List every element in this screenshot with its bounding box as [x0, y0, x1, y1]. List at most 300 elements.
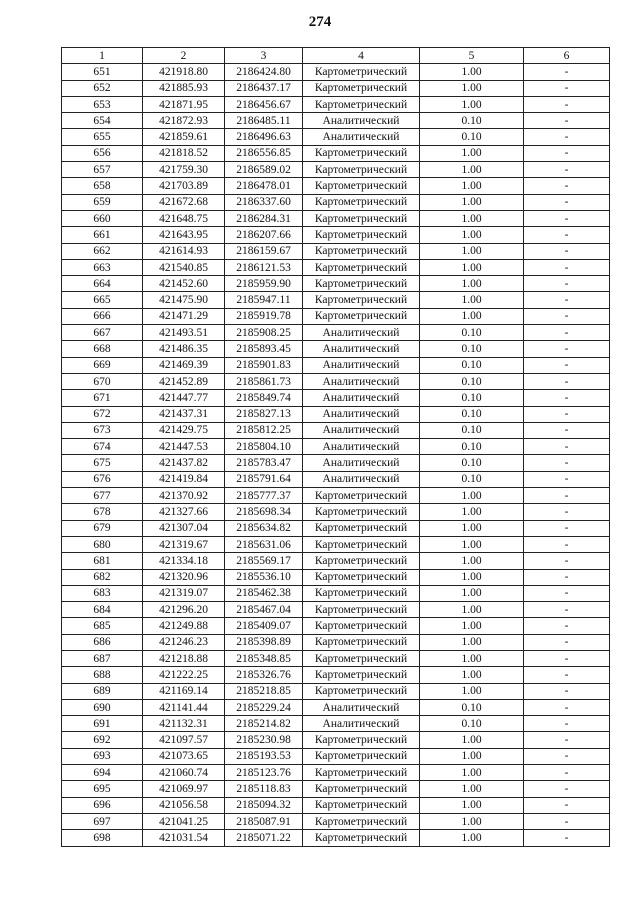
y-coordinate-cell: 2185462.38	[225, 585, 303, 601]
x-coordinate-cell: 421132.31	[143, 716, 225, 732]
table-row	[62, 292, 610, 308]
y-coordinate-cell: 2185536.10	[225, 569, 303, 585]
method-cell: Аналитический	[303, 455, 420, 471]
y-coordinate-cell: 2186589.02	[225, 162, 303, 178]
y-coordinate-cell: 2185409.07	[225, 618, 303, 634]
method-cell: Аналитический	[303, 716, 420, 732]
accuracy-cell: 1.00	[420, 210, 524, 226]
y-coordinate-cell: 2185071.22	[225, 830, 303, 846]
table-row	[62, 129, 610, 145]
point-number-cell: 687	[62, 650, 143, 666]
point-number-cell: 655	[62, 129, 143, 145]
y-coordinate-cell: 2185959.90	[225, 276, 303, 292]
table-row	[62, 325, 610, 341]
y-coordinate-cell: 2185348.85	[225, 650, 303, 666]
point-number-cell: 694	[62, 765, 143, 781]
x-coordinate-cell: 421060.74	[143, 765, 225, 781]
point-number-cell: 666	[62, 308, 143, 324]
note-cell: -	[524, 455, 610, 471]
point-number-cell: 661	[62, 227, 143, 243]
note-cell: -	[524, 602, 610, 618]
accuracy-cell: 1.00	[420, 308, 524, 324]
note-cell: -	[524, 292, 610, 308]
note-cell: -	[524, 129, 610, 145]
point-number-cell: 669	[62, 357, 143, 373]
x-coordinate-cell: 421872.93	[143, 113, 225, 129]
note-cell: -	[524, 325, 610, 341]
point-number-cell: 693	[62, 748, 143, 764]
accuracy-cell: 0.10	[420, 439, 524, 455]
accuracy-cell: 0.10	[420, 373, 524, 389]
point-number-cell: 684	[62, 602, 143, 618]
note-cell: -	[524, 439, 610, 455]
x-coordinate-cell: 421703.89	[143, 178, 225, 194]
accuracy-cell: 1.00	[420, 520, 524, 536]
note-cell: -	[524, 585, 610, 601]
table-body	[62, 64, 610, 846]
point-number-cell: 668	[62, 341, 143, 357]
point-number-cell: 696	[62, 797, 143, 813]
y-coordinate-cell: 2185631.06	[225, 536, 303, 552]
method-cell: Аналитический	[303, 406, 420, 422]
y-coordinate-cell: 2185569.17	[225, 553, 303, 569]
table-row	[62, 781, 610, 797]
y-coordinate-cell: 2185087.91	[225, 813, 303, 829]
accuracy-cell: 1.00	[420, 488, 524, 504]
accuracy-cell: 1.00	[420, 634, 524, 650]
method-cell: Картометрический	[303, 520, 420, 536]
column-header: 1	[62, 48, 143, 64]
point-number-cell: 680	[62, 536, 143, 552]
method-cell: Картометрический	[303, 178, 420, 194]
y-coordinate-cell: 2185094.32	[225, 797, 303, 813]
column-header: 5	[420, 48, 524, 64]
y-coordinate-cell: 2186284.31	[225, 210, 303, 226]
y-coordinate-cell: 2185398.89	[225, 634, 303, 650]
method-cell: Аналитический	[303, 390, 420, 406]
point-number-cell: 656	[62, 145, 143, 161]
x-coordinate-cell: 421419.84	[143, 471, 225, 487]
accuracy-cell: 1.00	[420, 813, 524, 829]
note-cell: -	[524, 308, 610, 324]
note-cell: -	[524, 488, 610, 504]
accuracy-cell: 1.00	[420, 748, 524, 764]
y-coordinate-cell: 2185634.82	[225, 520, 303, 536]
method-cell: Картометрический	[303, 748, 420, 764]
x-coordinate-cell: 421452.89	[143, 373, 225, 389]
note-cell: -	[524, 569, 610, 585]
note-cell: -	[524, 716, 610, 732]
note-cell: -	[524, 618, 610, 634]
y-coordinate-cell: 2185214.82	[225, 716, 303, 732]
x-coordinate-cell: 421041.25	[143, 813, 225, 829]
method-cell: Аналитический	[303, 699, 420, 715]
method-cell: Аналитический	[303, 325, 420, 341]
accuracy-cell: 1.00	[420, 650, 524, 666]
x-coordinate-cell: 421097.57	[143, 732, 225, 748]
method-cell: Аналитический	[303, 341, 420, 357]
table-row	[62, 341, 610, 357]
method-cell: Картометрический	[303, 813, 420, 829]
x-coordinate-cell: 421069.97	[143, 781, 225, 797]
table-row	[62, 520, 610, 536]
y-coordinate-cell: 2185908.25	[225, 325, 303, 341]
x-coordinate-cell: 421319.07	[143, 585, 225, 601]
accuracy-cell: 0.10	[420, 699, 524, 715]
table-row	[62, 308, 610, 324]
point-number-cell: 698	[62, 830, 143, 846]
note-cell: -	[524, 520, 610, 536]
point-number-cell: 671	[62, 390, 143, 406]
point-number-cell: 665	[62, 292, 143, 308]
point-number-cell: 678	[62, 504, 143, 520]
note-cell: -	[524, 357, 610, 373]
y-coordinate-cell: 2185218.85	[225, 683, 303, 699]
x-coordinate-cell: 421334.18	[143, 553, 225, 569]
column-header: 6	[524, 48, 610, 64]
method-cell: Картометрический	[303, 569, 420, 585]
note-cell: -	[524, 178, 610, 194]
point-number-cell: 692	[62, 732, 143, 748]
note-cell: -	[524, 634, 610, 650]
note-cell: -	[524, 765, 610, 781]
accuracy-cell: 1.00	[420, 683, 524, 699]
table-row	[62, 488, 610, 504]
method-cell: Картометрический	[303, 243, 420, 259]
table-row	[62, 536, 610, 552]
x-coordinate-cell: 421672.68	[143, 194, 225, 210]
y-coordinate-cell: 2186496.63	[225, 129, 303, 145]
coordinates-table	[61, 47, 610, 847]
table-row	[62, 504, 610, 520]
point-number-cell: 682	[62, 569, 143, 585]
note-cell: -	[524, 113, 610, 129]
x-coordinate-cell: 421056.58	[143, 797, 225, 813]
x-coordinate-cell: 421249.88	[143, 618, 225, 634]
point-number-cell: 691	[62, 716, 143, 732]
accuracy-cell: 1.00	[420, 243, 524, 259]
x-coordinate-cell: 421759.30	[143, 162, 225, 178]
y-coordinate-cell: 2185193.53	[225, 748, 303, 764]
method-cell: Картометрический	[303, 585, 420, 601]
y-coordinate-cell: 2186456.67	[225, 96, 303, 112]
point-number-cell: 672	[62, 406, 143, 422]
accuracy-cell: 0.10	[420, 357, 524, 373]
table-row	[62, 259, 610, 275]
x-coordinate-cell: 421871.95	[143, 96, 225, 112]
point-number-cell: 677	[62, 488, 143, 504]
accuracy-cell: 1.00	[420, 569, 524, 585]
point-number-cell: 676	[62, 471, 143, 487]
accuracy-cell: 1.00	[420, 602, 524, 618]
note-cell: -	[524, 471, 610, 487]
note-cell: -	[524, 194, 610, 210]
y-coordinate-cell: 2186207.66	[225, 227, 303, 243]
y-coordinate-cell: 2186337.60	[225, 194, 303, 210]
method-cell: Аналитический	[303, 422, 420, 438]
method-cell: Аналитический	[303, 439, 420, 455]
point-number-cell: 653	[62, 96, 143, 112]
y-coordinate-cell: 2185777.37	[225, 488, 303, 504]
x-coordinate-cell: 421429.75	[143, 422, 225, 438]
accuracy-cell: 1.00	[420, 504, 524, 520]
y-coordinate-cell: 2186478.01	[225, 178, 303, 194]
table-row	[62, 210, 610, 226]
y-coordinate-cell: 2185118.83	[225, 781, 303, 797]
table-row	[62, 162, 610, 178]
point-number-cell: 679	[62, 520, 143, 536]
note-cell: -	[524, 373, 610, 389]
note-cell: -	[524, 422, 610, 438]
accuracy-cell: 0.10	[420, 325, 524, 341]
method-cell: Картометрический	[303, 830, 420, 846]
note-cell: -	[524, 667, 610, 683]
y-coordinate-cell: 2185804.10	[225, 439, 303, 455]
table-row	[62, 667, 610, 683]
column-header: 3	[225, 48, 303, 64]
x-coordinate-cell: 421885.93	[143, 80, 225, 96]
accuracy-cell: 1.00	[420, 96, 524, 112]
table-row	[62, 80, 610, 96]
note-cell: -	[524, 683, 610, 699]
note-cell: -	[524, 227, 610, 243]
method-cell: Картометрический	[303, 553, 420, 569]
accuracy-cell: 1.00	[420, 145, 524, 161]
y-coordinate-cell: 2186159.67	[225, 243, 303, 259]
method-cell: Аналитический	[303, 471, 420, 487]
note-cell: -	[524, 243, 610, 259]
x-coordinate-cell: 421614.93	[143, 243, 225, 259]
x-coordinate-cell: 421222.25	[143, 667, 225, 683]
point-number-cell: 670	[62, 373, 143, 389]
accuracy-cell: 1.00	[420, 259, 524, 275]
note-cell: -	[524, 145, 610, 161]
accuracy-cell: 1.00	[420, 765, 524, 781]
accuracy-cell: 0.10	[420, 406, 524, 422]
note-cell: -	[524, 650, 610, 666]
note-cell: -	[524, 504, 610, 520]
column-header: 2	[143, 48, 225, 64]
accuracy-cell: 1.00	[420, 797, 524, 813]
accuracy-cell: 0.10	[420, 341, 524, 357]
x-coordinate-cell: 421452.60	[143, 276, 225, 292]
accuracy-cell: 0.10	[420, 113, 524, 129]
y-coordinate-cell: 2186121.53	[225, 259, 303, 275]
x-coordinate-cell: 421643.95	[143, 227, 225, 243]
note-cell: -	[524, 781, 610, 797]
point-number-cell: 659	[62, 194, 143, 210]
table-row	[62, 194, 610, 210]
accuracy-cell: 1.00	[420, 292, 524, 308]
point-number-cell: 654	[62, 113, 143, 129]
table-row	[62, 813, 610, 829]
method-cell: Картометрический	[303, 618, 420, 634]
method-cell: Картометрический	[303, 781, 420, 797]
y-coordinate-cell: 2185783.47	[225, 455, 303, 471]
method-cell: Аналитический	[303, 113, 420, 129]
method-cell: Аналитический	[303, 357, 420, 373]
table-row	[62, 227, 610, 243]
table-row	[62, 406, 610, 422]
x-coordinate-cell: 421447.77	[143, 390, 225, 406]
accuracy-cell: 0.10	[420, 471, 524, 487]
x-coordinate-cell: 421307.04	[143, 520, 225, 536]
method-cell: Аналитический	[303, 129, 420, 145]
note-cell: -	[524, 732, 610, 748]
x-coordinate-cell: 421073.65	[143, 748, 225, 764]
x-coordinate-cell: 421319.67	[143, 536, 225, 552]
y-coordinate-cell: 2185230.98	[225, 732, 303, 748]
method-cell: Картометрический	[303, 488, 420, 504]
table-row	[62, 471, 610, 487]
note-cell: -	[524, 553, 610, 569]
table-row	[62, 797, 610, 813]
accuracy-cell: 0.10	[420, 455, 524, 471]
x-coordinate-cell: 421471.29	[143, 308, 225, 324]
table-row	[62, 569, 610, 585]
table-row	[62, 683, 610, 699]
method-cell: Картометрический	[303, 602, 420, 618]
x-coordinate-cell: 421437.31	[143, 406, 225, 422]
y-coordinate-cell: 2185326.76	[225, 667, 303, 683]
method-cell: Картометрический	[303, 765, 420, 781]
table-row	[62, 276, 610, 292]
x-coordinate-cell: 421218.88	[143, 650, 225, 666]
table-row	[62, 553, 610, 569]
y-coordinate-cell: 2185827.13	[225, 406, 303, 422]
method-cell: Картометрический	[303, 162, 420, 178]
accuracy-cell: 1.00	[420, 80, 524, 96]
point-number-cell: 675	[62, 455, 143, 471]
accuracy-cell: 0.10	[420, 390, 524, 406]
point-number-cell: 681	[62, 553, 143, 569]
point-number-cell: 658	[62, 178, 143, 194]
x-coordinate-cell: 421818.52	[143, 145, 225, 161]
note-cell: -	[524, 813, 610, 829]
point-number-cell: 664	[62, 276, 143, 292]
note-cell: -	[524, 699, 610, 715]
accuracy-cell: 1.00	[420, 585, 524, 601]
table-row	[62, 602, 610, 618]
table-row	[62, 373, 610, 389]
y-coordinate-cell: 2186556.85	[225, 145, 303, 161]
table-row	[62, 618, 610, 634]
note-cell: -	[524, 276, 610, 292]
accuracy-cell: 1.00	[420, 178, 524, 194]
accuracy-cell: 1.00	[420, 781, 524, 797]
note-cell: -	[524, 536, 610, 552]
table-row	[62, 732, 610, 748]
y-coordinate-cell: 2185698.34	[225, 504, 303, 520]
y-coordinate-cell: 2185791.64	[225, 471, 303, 487]
method-cell: Картометрический	[303, 227, 420, 243]
x-coordinate-cell: 421447.53	[143, 439, 225, 455]
method-cell: Картометрический	[303, 683, 420, 699]
method-cell: Картометрический	[303, 667, 420, 683]
y-coordinate-cell: 2185919.78	[225, 308, 303, 324]
accuracy-cell: 1.00	[420, 732, 524, 748]
table-row	[62, 748, 610, 764]
accuracy-cell: 1.00	[420, 830, 524, 846]
table-row	[62, 64, 610, 80]
accuracy-cell: 0.10	[420, 716, 524, 732]
table-row	[62, 650, 610, 666]
method-cell: Картометрический	[303, 732, 420, 748]
y-coordinate-cell: 2185861.73	[225, 373, 303, 389]
x-coordinate-cell: 421327.66	[143, 504, 225, 520]
table-row	[62, 113, 610, 129]
table-row	[62, 765, 610, 781]
note-cell: -	[524, 830, 610, 846]
table-row	[62, 243, 610, 259]
method-cell: Картометрический	[303, 504, 420, 520]
y-coordinate-cell: 2185467.04	[225, 602, 303, 618]
x-coordinate-cell: 421031.54	[143, 830, 225, 846]
note-cell: -	[524, 748, 610, 764]
method-cell: Картометрический	[303, 210, 420, 226]
table-row	[62, 178, 610, 194]
point-number-cell: 697	[62, 813, 143, 829]
method-cell: Аналитический	[303, 373, 420, 389]
point-number-cell: 689	[62, 683, 143, 699]
point-number-cell: 686	[62, 634, 143, 650]
accuracy-cell: 0.10	[420, 129, 524, 145]
x-coordinate-cell: 421296.20	[143, 602, 225, 618]
table-row	[62, 455, 610, 471]
method-cell: Картометрический	[303, 650, 420, 666]
y-coordinate-cell: 2185812.25	[225, 422, 303, 438]
y-coordinate-cell: 2185893.45	[225, 341, 303, 357]
note-cell: -	[524, 259, 610, 275]
table-row	[62, 357, 610, 373]
method-cell: Картометрический	[303, 536, 420, 552]
note-cell: -	[524, 162, 610, 178]
method-cell: Картометрический	[303, 276, 420, 292]
point-number-cell: 652	[62, 80, 143, 96]
column-header: 4	[303, 48, 420, 64]
point-number-cell: 685	[62, 618, 143, 634]
note-cell: -	[524, 96, 610, 112]
point-number-cell: 660	[62, 210, 143, 226]
point-number-cell: 673	[62, 422, 143, 438]
point-number-cell: 688	[62, 667, 143, 683]
table-row	[62, 145, 610, 161]
point-number-cell: 695	[62, 781, 143, 797]
x-coordinate-cell: 421370.92	[143, 488, 225, 504]
x-coordinate-cell: 421493.51	[143, 325, 225, 341]
y-coordinate-cell: 2186485.11	[225, 113, 303, 129]
note-cell: -	[524, 390, 610, 406]
y-coordinate-cell: 2185947.11	[225, 292, 303, 308]
note-cell: -	[524, 406, 610, 422]
table-row	[62, 634, 610, 650]
x-coordinate-cell: 421469.39	[143, 357, 225, 373]
table-row	[62, 422, 610, 438]
accuracy-cell: 0.10	[420, 422, 524, 438]
table-row	[62, 830, 610, 846]
accuracy-cell: 1.00	[420, 194, 524, 210]
point-number-cell: 663	[62, 259, 143, 275]
x-coordinate-cell: 421320.96	[143, 569, 225, 585]
point-number-cell: 657	[62, 162, 143, 178]
note-cell: -	[524, 64, 610, 80]
x-coordinate-cell: 421918.80	[143, 64, 225, 80]
table-header-row	[62, 48, 610, 64]
method-cell: Картометрический	[303, 259, 420, 275]
point-number-cell: 667	[62, 325, 143, 341]
method-cell: Картометрический	[303, 308, 420, 324]
table-row	[62, 96, 610, 112]
